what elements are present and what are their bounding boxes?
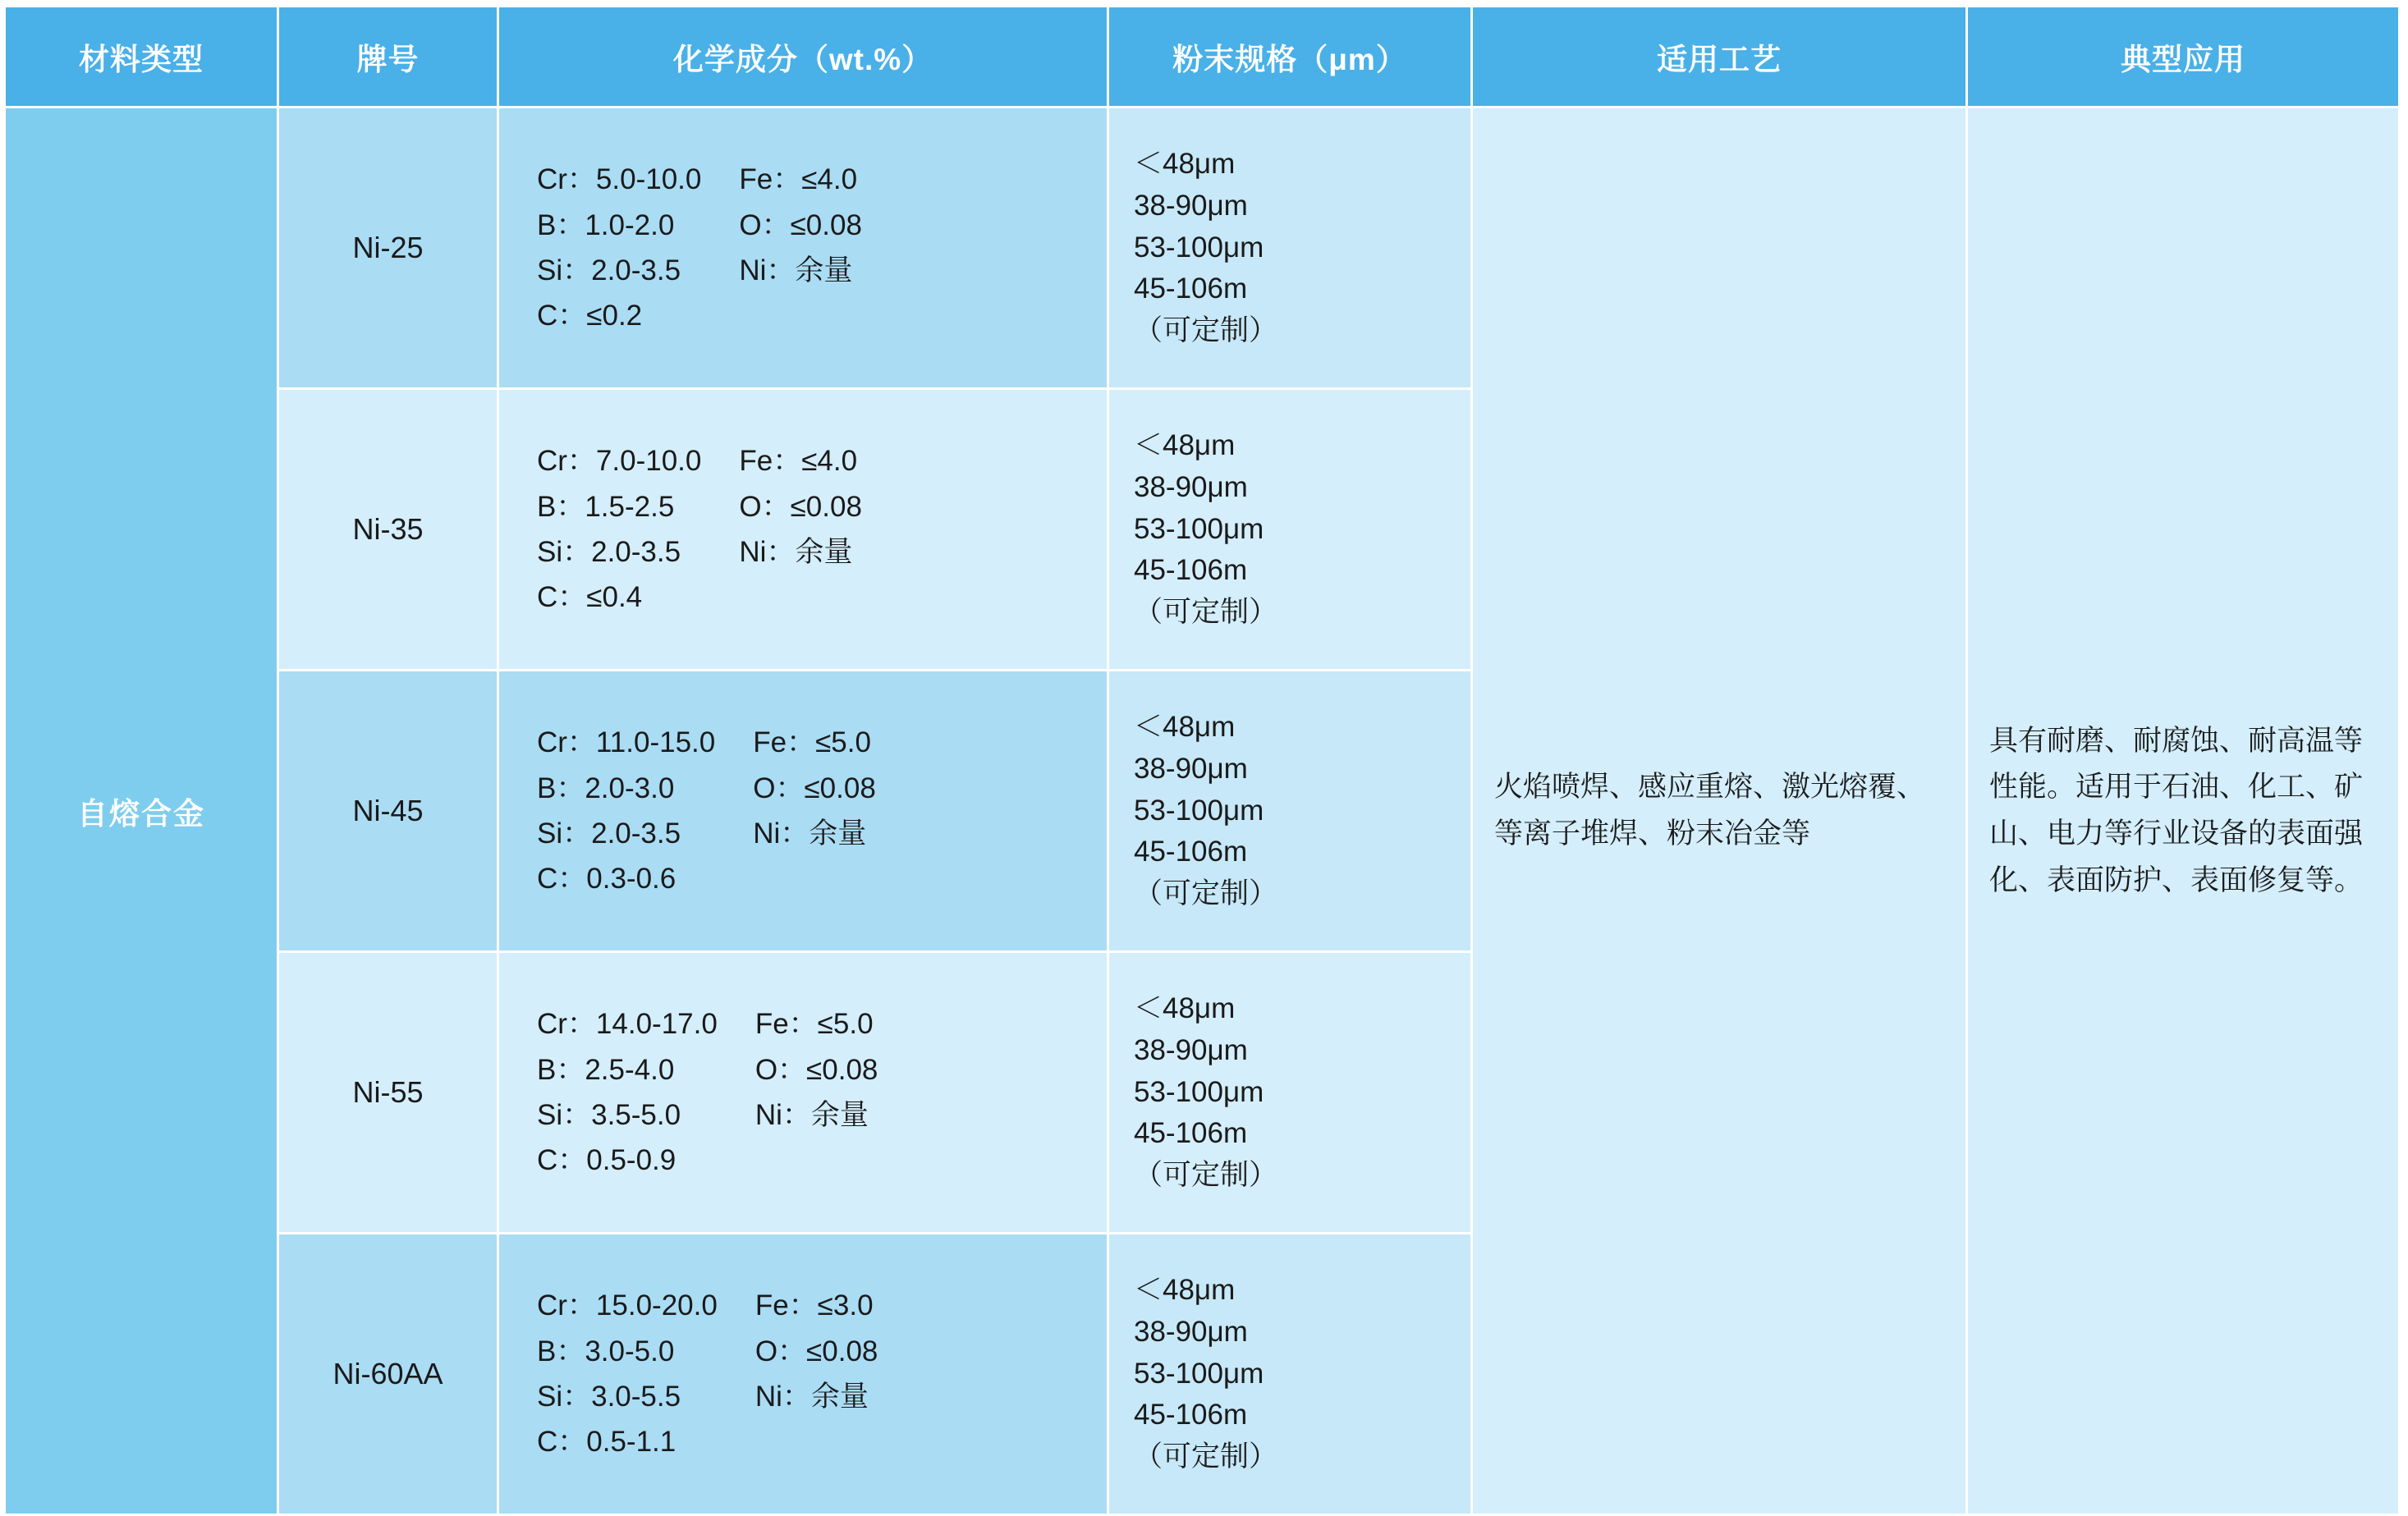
size-line: 38-90μm bbox=[1134, 1033, 1248, 1066]
size-line: （可定制） bbox=[1134, 1159, 1278, 1192]
header-row bbox=[6, 7, 2398, 106]
chem-line: O：≤0.08 bbox=[755, 1053, 878, 1086]
material-spec-table bbox=[3, 5, 2401, 1516]
size-line: 53-100μm bbox=[1134, 794, 1264, 827]
column-header-chemical-composition: 化学成分（wt.%） bbox=[499, 7, 1107, 106]
chem-line: Ni：余量 bbox=[753, 818, 867, 850]
size-line: 45-106m bbox=[1134, 1399, 1248, 1431]
size-line: 38-90μm bbox=[1134, 470, 1248, 503]
chem-line: B：1.5-2.5 bbox=[537, 490, 675, 523]
chem-line: Cr：15.0-20.0 bbox=[537, 1289, 718, 1322]
cell-powder-size bbox=[1109, 1234, 1470, 1514]
chem-line: C：0.5-1.1 bbox=[537, 1426, 677, 1459]
cell-chemical-composition bbox=[499, 108, 1107, 387]
chem-line: Fe：≤5.0 bbox=[753, 726, 871, 759]
size-line: （可定制） bbox=[1134, 1440, 1278, 1473]
size-line: 38-90μm bbox=[1134, 189, 1248, 222]
size-line: 53-100μm bbox=[1134, 1075, 1264, 1108]
chem-right-column bbox=[739, 444, 862, 614]
chem-line: Cr：5.0-10.0 bbox=[537, 163, 702, 196]
cell-chemical-composition bbox=[499, 1234, 1107, 1514]
chem-left-column bbox=[537, 1007, 718, 1177]
size-line: 53-100μm bbox=[1134, 231, 1264, 263]
chem-line: Ni：余量 bbox=[755, 1099, 869, 1131]
chem-line: Cr：7.0-10.0 bbox=[537, 445, 702, 478]
size-line: 38-90μm bbox=[1134, 752, 1248, 785]
table-row bbox=[6, 108, 2398, 387]
cell-grade: Ni-60AA bbox=[279, 1234, 497, 1514]
cell-grade: Ni-25 bbox=[279, 108, 497, 387]
column-header-application: 典型应用 bbox=[1968, 7, 2398, 106]
chem-line: Fe：≤3.0 bbox=[755, 1289, 874, 1322]
chem-line: O：≤0.08 bbox=[753, 772, 876, 804]
size-line: ＜48μm bbox=[1134, 1274, 1236, 1307]
size-line: ＜48μm bbox=[1134, 711, 1236, 744]
size-line: ＜48μm bbox=[1134, 148, 1236, 181]
size-line: 53-100μm bbox=[1134, 512, 1264, 545]
chem-line: Ni：余量 bbox=[739, 254, 853, 286]
chem-line: C：0.5-0.9 bbox=[537, 1144, 677, 1177]
cell-process: 火焰喷焊、感应重熔、激光熔覆、等离子堆焊、粉末冶金等 bbox=[1473, 108, 1965, 1514]
chem-line: Si：3.0-5.5 bbox=[537, 1381, 681, 1413]
size-line: 45-106m bbox=[1134, 554, 1248, 587]
cell-chemical-composition bbox=[499, 390, 1107, 669]
cell-powder-size bbox=[1109, 953, 1470, 1232]
size-line: 38-90μm bbox=[1134, 1315, 1248, 1348]
chem-line: Ni：余量 bbox=[755, 1381, 869, 1413]
chem-line: Si：2.0-3.5 bbox=[537, 254, 681, 286]
chem-line: Ni：余量 bbox=[739, 536, 853, 568]
cell-grade: Ni-35 bbox=[279, 390, 497, 669]
column-header-material-type: 材料类型 bbox=[6, 7, 277, 106]
size-line: （可定制） bbox=[1134, 877, 1278, 910]
chem-right-column bbox=[753, 726, 876, 895]
size-line: ＜48μm bbox=[1134, 429, 1236, 462]
cell-application: 具有耐磨、耐腐蚀、耐高温等性能。适用于石油、化工、矿山、电力等行业设备的表面强化、表面防护、表面修复等。 bbox=[1968, 108, 2398, 1514]
cell-powder-size bbox=[1109, 108, 1470, 387]
chem-line: Fe：≤5.0 bbox=[755, 1008, 874, 1041]
chem-right-column bbox=[755, 1289, 878, 1459]
chem-line: B：2.5-4.0 bbox=[537, 1053, 675, 1086]
chem-line: O：≤0.08 bbox=[755, 1335, 878, 1367]
chem-line: B：1.0-2.0 bbox=[537, 208, 675, 241]
chem-line: B：2.0-3.0 bbox=[537, 772, 675, 804]
table-header bbox=[6, 7, 2398, 106]
cell-grade: Ni-55 bbox=[279, 953, 497, 1232]
chem-line: Fe：≤4.0 bbox=[739, 445, 858, 478]
chem-left-column bbox=[537, 1289, 718, 1459]
chem-line: C：0.3-0.6 bbox=[537, 863, 677, 895]
cell-grade: Ni-45 bbox=[279, 671, 497, 950]
chem-line: Si：3.5-5.0 bbox=[537, 1099, 681, 1131]
chem-line: B：3.0-5.0 bbox=[537, 1335, 675, 1367]
table-body bbox=[6, 108, 2398, 1514]
chem-line: Fe：≤4.0 bbox=[739, 163, 858, 196]
column-header-process: 适用工艺 bbox=[1473, 7, 1965, 106]
chem-line: Cr：11.0-15.0 bbox=[537, 726, 716, 759]
chem-line: C：≤0.2 bbox=[537, 300, 643, 332]
chem-line: C：≤0.4 bbox=[537, 581, 643, 614]
chem-left-column bbox=[537, 444, 701, 614]
column-header-powder-size: 粉末规格（μm） bbox=[1109, 7, 1470, 106]
chem-line: Si：2.0-3.5 bbox=[537, 536, 681, 568]
cell-chemical-composition bbox=[499, 671, 1107, 950]
column-header-grade: 牌号 bbox=[279, 7, 497, 106]
chem-line: Si：2.0-3.5 bbox=[537, 818, 681, 850]
size-line: 53-100μm bbox=[1134, 1357, 1264, 1390]
chem-right-column bbox=[755, 1007, 878, 1177]
size-line: 45-106m bbox=[1134, 836, 1248, 868]
cell-powder-size bbox=[1109, 671, 1470, 950]
chem-line: O：≤0.08 bbox=[739, 208, 862, 241]
chem-right-column bbox=[739, 163, 862, 332]
chem-line: Cr：14.0-17.0 bbox=[537, 1008, 718, 1041]
size-line: ＜48μm bbox=[1134, 992, 1236, 1025]
cell-chemical-composition bbox=[499, 953, 1107, 1232]
size-line: （可定制） bbox=[1134, 314, 1278, 347]
cell-material-type: 自熔合金 bbox=[6, 108, 277, 1514]
size-line: 45-106m bbox=[1134, 273, 1248, 305]
chem-left-column bbox=[537, 163, 701, 332]
size-line: 45-106m bbox=[1134, 1117, 1248, 1150]
chem-left-column bbox=[537, 726, 715, 895]
cell-powder-size bbox=[1109, 390, 1470, 669]
size-line: （可定制） bbox=[1134, 596, 1278, 629]
chem-line: O：≤0.08 bbox=[739, 490, 862, 523]
